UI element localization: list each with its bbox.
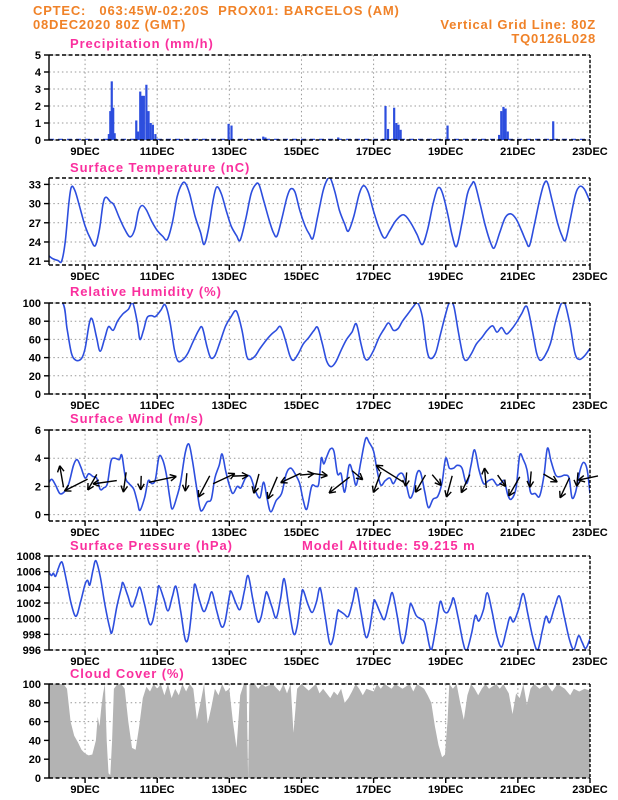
x-tick-label: 23DEC xyxy=(572,271,608,283)
precipitation-series xyxy=(49,81,590,140)
x-tick-label: 23DEC xyxy=(572,656,608,668)
temperature-line xyxy=(49,177,590,262)
panel-temperature xyxy=(29,177,608,283)
wind-arrow xyxy=(267,477,277,499)
precip-bar xyxy=(397,125,399,140)
x-tick-label: 9DEC xyxy=(70,784,100,796)
precip-bar xyxy=(384,106,386,140)
y-tick-label: 1000 xyxy=(16,613,41,626)
x-tick-label: 23DEC xyxy=(572,784,608,796)
pressure-line xyxy=(49,561,590,652)
x-tick-label: 17DEC xyxy=(355,656,392,668)
y-tick-label: 2 xyxy=(34,101,41,113)
y-tick-label: 33 xyxy=(28,179,41,192)
precip-bar xyxy=(228,124,230,140)
x-tick-label: 21DEC xyxy=(500,527,536,539)
y-tick-label: 4 xyxy=(34,67,41,79)
y-tick-label: 60 xyxy=(28,716,41,729)
x-tick-label: 9DEC xyxy=(70,527,100,539)
x-tick-label: 15DEC xyxy=(283,271,320,283)
precip-bar xyxy=(502,107,504,140)
humidity-series xyxy=(49,301,590,367)
x-tick-label: 19DEC xyxy=(427,271,464,283)
x-tick-label: 23DEC xyxy=(572,527,608,539)
x-tick-label: 9DEC xyxy=(70,146,100,158)
x-tick-label: 23DEC xyxy=(572,146,608,158)
precip-bar xyxy=(150,123,152,140)
y-tick-label: 996 xyxy=(22,645,41,657)
x-tick-label: 9DEC xyxy=(70,271,100,283)
y-tick-label: 1 xyxy=(34,118,41,130)
y-tick-label: 1002 xyxy=(16,598,41,610)
precip-bar xyxy=(145,85,147,140)
precip-bar xyxy=(152,125,154,140)
x-tick-label: 21DEC xyxy=(500,656,536,668)
wind-arrow xyxy=(64,479,87,491)
y-tick-label: 100 xyxy=(22,298,41,310)
pressure-series xyxy=(49,561,590,652)
x-tick-label: 11DEC xyxy=(139,400,175,412)
x-tick-label: 21DEC xyxy=(500,784,536,796)
x-tick-label: 19DEC xyxy=(427,146,464,158)
wind-arrow xyxy=(300,471,314,478)
model-altitude-label: Model Altitude: 59.215 m xyxy=(302,538,476,553)
y-tick-label: 5 xyxy=(34,50,41,62)
x-tick-label: 21DEC xyxy=(500,400,536,412)
x-tick-label: 11DEC xyxy=(139,271,175,283)
y-tick-label: 30 xyxy=(28,198,41,211)
x-tick-label: 13DEC xyxy=(211,656,248,668)
x-tick-label: 15DEC xyxy=(283,784,320,796)
y-tick-label: 24 xyxy=(28,236,41,249)
precip-bar xyxy=(395,123,397,140)
x-tick-label: 15DEC xyxy=(283,656,320,668)
y-tick-label: 0 xyxy=(34,773,41,785)
wind-arrow xyxy=(138,476,145,490)
header-run-datetime: 08DEC2020 80Z (GMT) xyxy=(33,17,187,32)
y-tick-label: 4 xyxy=(34,453,41,466)
panel-humidity xyxy=(23,298,608,412)
precip-bar xyxy=(500,111,502,140)
y-tick-label: 0 xyxy=(34,135,41,147)
y-tick-label: 6 xyxy=(34,425,41,437)
panel-wind xyxy=(35,425,608,539)
precip-bar xyxy=(387,129,389,140)
x-tick-label: 21DEC xyxy=(500,271,536,283)
x-tick-label: 17DEC xyxy=(355,146,392,158)
humidity-line xyxy=(49,301,590,367)
x-tick-label: 13DEC xyxy=(211,271,248,283)
precip-bar xyxy=(230,126,232,140)
x-tick-label: 13DEC xyxy=(211,400,248,412)
y-tick-label: 20 xyxy=(28,754,41,767)
x-tick-label: 15DEC xyxy=(283,527,320,539)
wind-arrow xyxy=(432,475,441,486)
y-tick-label: 1008 xyxy=(16,551,41,563)
y-tick-label: 40 xyxy=(28,735,41,748)
header-model-resolution: TQ0126L028 xyxy=(511,31,596,46)
wind-arrow xyxy=(149,475,176,483)
precip-bar xyxy=(507,132,509,141)
header-station-line: CPTEC: 063:45W-02:20S PROX01: BARCELOS (AM) xyxy=(33,3,400,18)
panel-title-wind: Surface Wind (m/s) xyxy=(70,411,204,426)
y-tick-label: 998 xyxy=(22,629,41,642)
x-tick-label: 15DEC xyxy=(283,400,320,412)
x-tick-label: 9DEC xyxy=(70,656,100,668)
panel-pressure xyxy=(17,551,608,668)
header-vertical-grid-line: Vertical Grid Line: 80Z xyxy=(440,17,596,32)
cloud-area xyxy=(49,684,590,778)
precip-bar xyxy=(147,111,149,140)
x-tick-label: 11DEC xyxy=(139,656,175,668)
x-tick-label: 21DEC xyxy=(500,146,536,158)
wind-arrow xyxy=(93,480,117,487)
x-tick-label: 9DEC xyxy=(70,400,100,412)
temperature-series xyxy=(49,177,590,262)
y-tick-label: 40 xyxy=(28,352,41,365)
wind-arrow xyxy=(58,466,64,488)
precip-bar xyxy=(137,132,139,141)
y-tick-label: 100 xyxy=(22,679,41,691)
y-tick-label: 0 xyxy=(34,509,41,522)
y-tick-label: 80 xyxy=(28,697,41,710)
wind-arrow xyxy=(461,475,470,493)
y-tick-label: 2 xyxy=(34,481,41,494)
y-tick-label: 80 xyxy=(28,316,41,329)
y-tick-label: 1004 xyxy=(16,582,41,595)
panel-title-pressure: Surface Pressure (hPa) xyxy=(70,538,233,553)
y-tick-label: 21 xyxy=(28,256,41,269)
panel-cloud xyxy=(23,679,608,796)
y-tick-label: 3 xyxy=(34,84,41,96)
precip-bar xyxy=(400,130,402,140)
x-tick-label: 23DEC xyxy=(572,400,608,412)
y-tick-label: 60 xyxy=(28,334,41,347)
precip-bar xyxy=(393,108,395,140)
x-tick-label: 17DEC xyxy=(355,784,392,796)
panel-title-humidity: Relative Humidity (%) xyxy=(70,284,222,299)
precip-bar xyxy=(154,134,156,140)
precip-bar xyxy=(446,126,448,140)
panel-title-cloud: Cloud Cover (%) xyxy=(70,666,185,681)
precip-bar xyxy=(552,121,554,140)
y-tick-label: 27 xyxy=(28,217,41,230)
x-tick-label: 11DEC xyxy=(139,527,175,539)
wind-arrow xyxy=(560,478,570,498)
panel-title-precipitation: Precipitation (mm/h) xyxy=(70,36,214,51)
x-tick-label: 19DEC xyxy=(427,784,464,796)
x-tick-label: 19DEC xyxy=(427,400,464,412)
y-tick-label: 1006 xyxy=(16,566,41,579)
x-tick-label: 15DEC xyxy=(283,146,320,158)
x-tick-label: 13DEC xyxy=(211,784,248,796)
x-tick-label: 13DEC xyxy=(211,146,248,158)
x-tick-label: 17DEC xyxy=(355,400,392,412)
x-tick-label: 19DEC xyxy=(427,656,464,668)
y-tick-label: 20 xyxy=(28,370,41,383)
cloud-series xyxy=(49,684,590,778)
precip-bar xyxy=(143,96,145,140)
x-tick-label: 17DEC xyxy=(355,527,392,539)
x-tick-label: 19DEC xyxy=(427,527,464,539)
wind-arrow xyxy=(183,473,190,491)
x-tick-label: 11DEC xyxy=(139,784,175,796)
panel-title-temperature: Surface Temperature (nC) xyxy=(70,160,251,175)
x-tick-label: 11DEC xyxy=(139,146,175,158)
x-tick-label: 13DEC xyxy=(211,527,248,539)
x-tick-label: 17DEC xyxy=(355,271,392,283)
panel-precipitation xyxy=(35,50,608,158)
y-tick-label: 0 xyxy=(34,389,41,401)
precip-bar xyxy=(505,109,507,140)
wind-arrow xyxy=(482,468,489,488)
